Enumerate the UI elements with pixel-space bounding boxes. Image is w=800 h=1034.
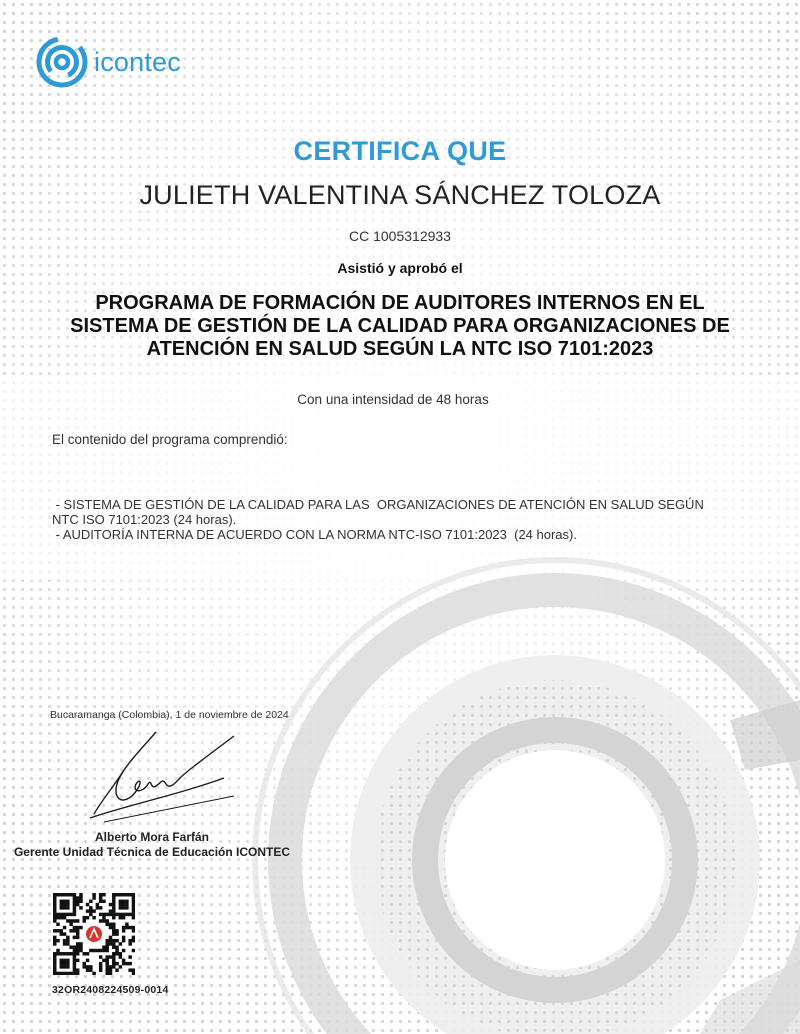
program-title-line: SISTEMA DE GESTIÓN DE LA CALIDAD PARA ORGANIZACIONES DE <box>70 315 730 337</box>
attended-text: Asistió y aprobó el <box>337 260 463 276</box>
verification-code: 32OR2408224509-0014 <box>52 984 169 996</box>
recipient-name: JULIETH VALENTINA SÁNCHEZ TOLOZA <box>139 180 661 210</box>
program-intensity: Con una intensidad de 48 horas <box>297 392 489 407</box>
qr-code-icon <box>53 893 135 975</box>
content-line: - AUDITORÍA INTERNA DE ACUERDO CON LA NORMA NTC-ISO 7101:2023 (24 horas). <box>52 527 577 542</box>
content-label: El contenido del programa comprendió: <box>52 432 288 447</box>
icontec-logo <box>36 36 181 88</box>
recipient-id: CC 1005312933 <box>349 228 451 244</box>
signer-name: Alberto Mora Farfán <box>94 830 209 844</box>
signer-title: Gerente Unidad Técnica de Educación ICONTEC <box>13 845 291 859</box>
program-title-line: ATENCIÓN EN SALUD SEGÚN LA NTC ISO 7101:2023 <box>146 338 654 360</box>
brand-name: icontec <box>94 46 181 77</box>
icontec-swirl-logo-icon <box>36 36 88 88</box>
place-date: Bucaramanga (Colombia), 1 de noviembre de 2024 <box>50 709 289 721</box>
content-line: NTC ISO 7101:2023 (24 horas). <box>52 512 237 527</box>
certificate-heading: CERTIFICA QUE <box>293 136 507 166</box>
content-line: - SISTEMA DE GESTIÓN DE LA CALIDAD PARA LAS ORGANIZACIONES DE ATENCIÓN EN SALUD SEGÚN <box>52 497 704 512</box>
content-list <box>52 497 772 542</box>
program-title-line: PROGRAMA DE FORMACIÓN DE AUDITORES INTERNOS EN EL <box>95 292 705 314</box>
handwritten-signature-icon <box>84 726 254 826</box>
program-title <box>18 292 782 361</box>
